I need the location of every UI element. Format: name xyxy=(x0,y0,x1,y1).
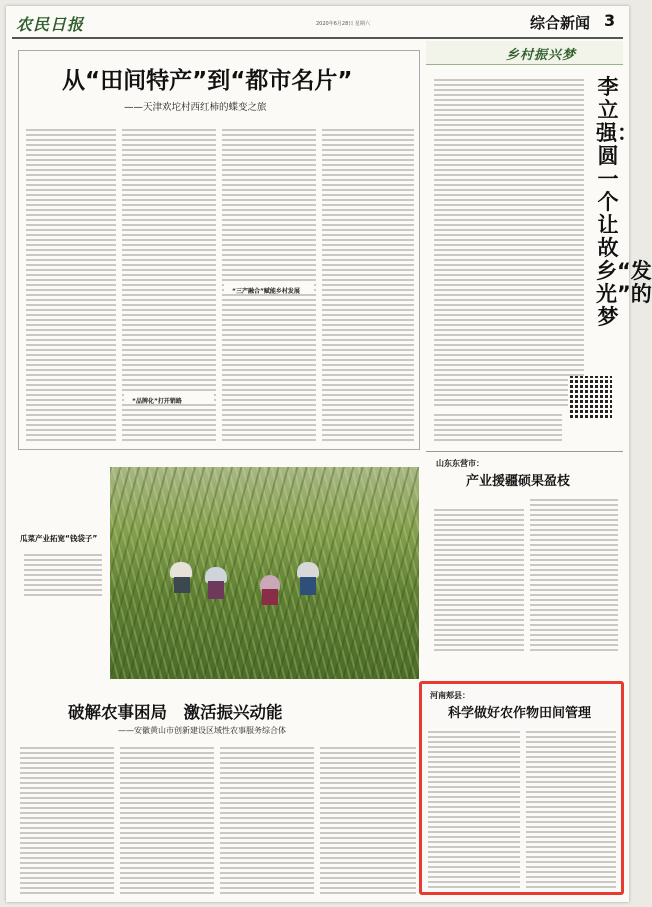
anhui-title: 破解农事困局 激活振兴动能 xyxy=(68,703,283,722)
mid-left-title: 瓜菜产业拓宽“钱袋子” xyxy=(20,534,98,543)
shandong-kicker: 山东东营市： xyxy=(436,459,484,468)
lead-subhead-1: “三产融合”赋能乡村发展 xyxy=(232,288,300,295)
masthead-name: 农民日报 xyxy=(16,15,85,34)
wheat-field-photo xyxy=(110,467,419,679)
section-title: 综合新闻 xyxy=(530,14,591,32)
banner-title: 乡村振兴梦 xyxy=(506,48,577,63)
lead-title: 从“田间特产”到“都市名片” xyxy=(62,68,353,94)
henan-title: 科学做好农作物田间管理 xyxy=(448,706,592,721)
lead-subtitle: ——天津欢坨村西红柿的蝶变之旅 xyxy=(124,102,267,113)
henan-article-highlight[interactable] xyxy=(419,681,624,895)
masthead-meta: 2020年6月28日 星期六 xyxy=(316,21,370,27)
lead-subhead-2: “品牌化”打开销路 xyxy=(132,398,182,405)
henan-kicker: 河南郏县： xyxy=(430,691,470,700)
qr-code-icon xyxy=(568,376,612,420)
page-number: 3 xyxy=(604,11,616,30)
anhui-subtitle: ——安徽黄山市创新建设区域性农事服务综合体 xyxy=(118,726,286,735)
shandong-title: 产业援疆硕果盈枝 xyxy=(466,474,571,489)
side-story-title: 李立强：圆一个让故乡“发光”的梦 xyxy=(596,75,652,329)
